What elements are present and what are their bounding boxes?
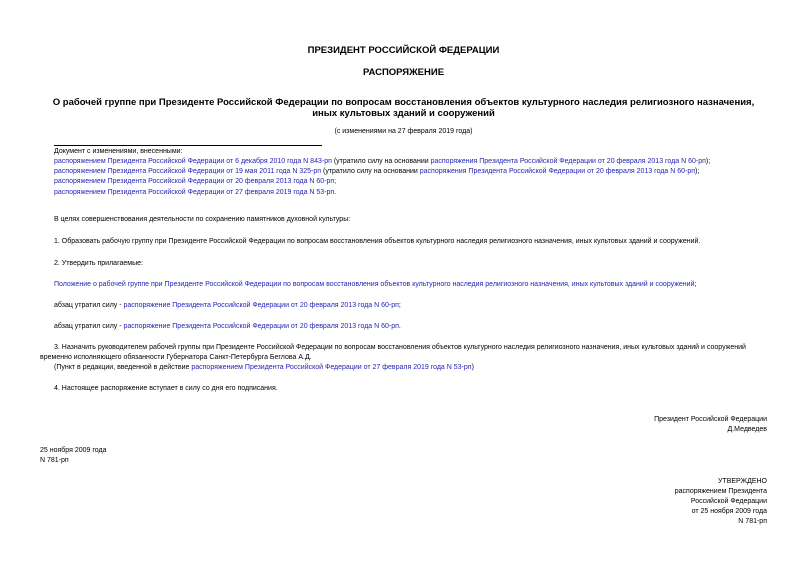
doc-type-heading: РАСПОРЯЖЕНИЕ <box>362 67 445 78</box>
change-line-4 <box>54 188 336 198</box>
doc-number: N 781-рп <box>40 457 69 464</box>
approval-line-3: от 25 ноября 2009 года <box>691 508 767 515</box>
divider <box>54 145 322 146</box>
change-link[interactable]: распоряжения Президента Российской Федерации от 20 февраля 2013 года N 60-рп <box>419 168 696 175</box>
clause-1: 1. Образовать рабочую группу при Президенте Российской Федерации по вопросам восстановления объектов культурного наследия религиозного назначения, иных культовых зданий и сооружений. <box>54 238 701 245</box>
revision-note: (с изменениями на 27 февраля 2019 года) <box>334 128 473 135</box>
clause-4: 4. Настоящее распоряжение вступает в силу со дня его подписания. <box>54 385 278 392</box>
clause-3-cont: временно исполняющего обязанности Губернатора Санкт-Петербурга Беглова А.Д. <box>40 354 312 361</box>
approval-line-2: Российской Федерации <box>690 498 767 505</box>
doc-date: 25 ноября 2009 года <box>40 447 107 454</box>
change-link[interactable]: распоряжение Президента Российской Федерации от 20 февраля 2013 года N 60-рп <box>123 302 399 309</box>
approved-item-2: абзац утратил силу - распоряжение Президента Российской Федерации от 20 февраля 2013 года N 60-рп; <box>54 302 401 309</box>
preamble: В целях совершенствования деятельности по сохранению памятников духовной культуры: <box>54 216 351 223</box>
document-title: О рабочей группе при Президенте Российской Федерации по вопросам восстановления объектов культурного наследия религиозного назначения, иных культовых зданий и сооружений <box>52 97 755 119</box>
change-link[interactable]: распоряжения Президента Российской Федерации от 20 февраля 2013 года N 60-рп <box>430 158 706 165</box>
change-link[interactable]: распоряжение Президента Российской Федерации от 20 февраля 2013 года N 60-рп <box>123 323 399 330</box>
change-line-2: распоряжением Президента Российской Федерации от 19 мая 2011 года N 325-рп (утратило силу на основании распоряжения Президента Российской Федерации от 20 февраля 2013 года N 60-рп); <box>54 168 700 175</box>
change-link[interactable]: распоряжением Президента Российской Федерации от 27 февраля 2019 года N 53-рп <box>191 364 472 371</box>
approved-item-3: абзац утратил силу - распоряжение Президента Российской Федерации от 20 февраля 2013 года N 60-рп. <box>54 323 401 330</box>
issuer-heading: ПРЕЗИДЕНТ РОССИЙСКОЙ ФЕДЕРАЦИИ <box>307 45 500 56</box>
change-link[interactable]: распоряжением Президента Российской Федерации от 19 мая 2011 года N 325-рп <box>54 168 322 175</box>
clause-3-note: (Пункт в редакции, введенной в действие распоряжением Президента Российской Федерации от 27 февраля 2019 года N 53-рп) <box>54 364 474 371</box>
approval-line-4: N 781-рп <box>738 518 767 525</box>
regulation-link[interactable]: Положение о рабочей группе при Президенте Российской Федерации по вопросам восстановления объектов культурного наследия религиозного назначения, иных культовых зданий и сооружений <box>54 281 695 288</box>
approval-line-1: распоряжением Президента <box>674 488 767 495</box>
change-link[interactable]: распоряжением Президента Российской Федерации от 20 февраля 2013 года N 60-рп; <box>54 178 337 185</box>
approval-heading: УТВЕРЖДЕНО <box>717 478 767 485</box>
clause-2: 2. Утвердить прилагаемые: <box>54 260 143 267</box>
signature-name: Д.Медведев <box>727 426 767 433</box>
signature-title: Президент Российской Федерации <box>654 416 767 423</box>
clause-3: 3. Назначить руководителем рабочей группы при Президенте Российской Федерации по вопросам восстановления объектов культурного наследия религиозного назначения, иных культовых зданий и сооружений <box>54 344 746 351</box>
change-link[interactable]: распоряжением Президента Российской Федерации от 6 декабря 2010 года N 843-рп <box>54 158 332 165</box>
changes-intro: Документ с изменениями, внесенными: <box>54 148 183 155</box>
change-link[interactable]: распоряжением Президента Российской Федерации от 27 февраля 2019 года N 53-рп. <box>54 189 337 196</box>
change-line-3 <box>54 177 336 187</box>
change-line-1: распоряжением Президента Российской Федерации от 6 декабря 2010 года N 843-рп (утратило силу на основании распоряжения Президента Российской Федерации от 20 февраля 2013 года N 60-рп); <box>54 158 711 165</box>
approved-item-1: Положение о рабочей группе при Президенте Российской Федерации по вопросам восстановления объектов культурного наследия религиозного назначения, иных культовых зданий и сооружений; <box>54 281 697 288</box>
